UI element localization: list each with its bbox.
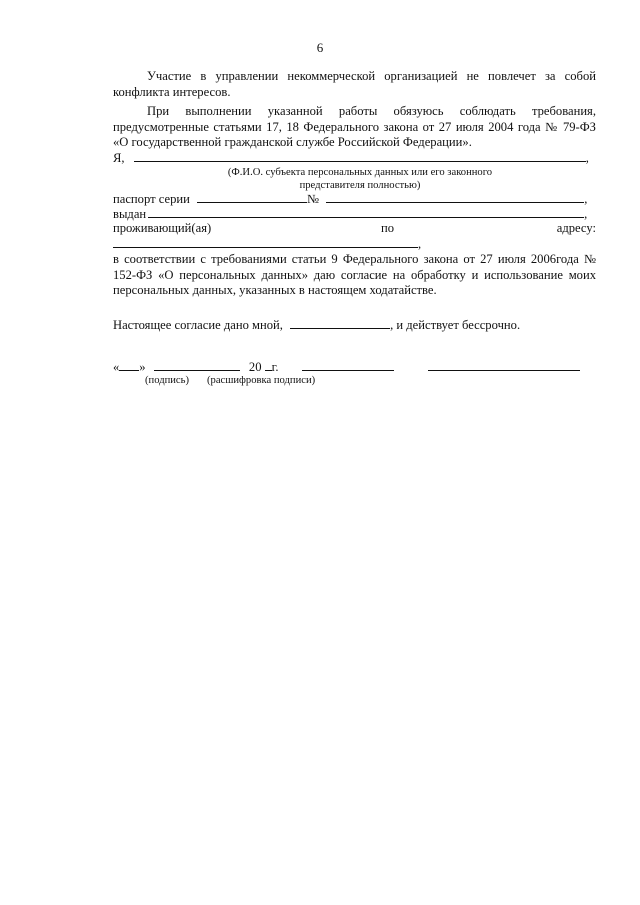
given-line [113,317,520,334]
quote-close: » [139,360,146,374]
page-number: 6 [316,40,324,55]
signature-field-wrap [302,359,394,376]
i-label: Я, [113,151,125,165]
day-field[interactable] [119,359,139,371]
fio-caption-line-2: представителя полностью) [299,180,421,191]
sign-caption: (подпись) [145,375,189,386]
consent-body-section [113,252,596,299]
given-prefix: Настоящее согласие дано мной, [113,318,283,332]
fio-field[interactable] [134,150,586,162]
intro-paragraph-2: При выполнении указанной работы обязуюсь соблюдать требования, предусмотренные статьями 17, 18 Федерального закона от 27 июля 2004 года № 79-ФЗ «О государственной гражданской службе Российской Федерации». [113,104,596,149]
intro-section [113,69,596,151]
address-label: адресу: [556,221,596,235]
given-suffix: , и действует бессрочно. [390,318,521,332]
residing-label: проживающий(ая) [113,221,212,235]
signature-field[interactable] [302,359,394,371]
residence-line [113,221,596,237]
address-field[interactable] [113,236,418,248]
year-suffix: г. [271,360,279,374]
year-field[interactable] [265,359,272,371]
issued-field[interactable] [148,206,584,218]
passport-number-field[interactable] [326,191,584,203]
number-label: № [307,192,320,206]
year-prefix: 20 [248,360,262,374]
issued-line: выдан , [113,207,588,221]
address-line: , [113,236,421,253]
signature-decode-field[interactable] [428,359,580,371]
decode-caption: (расшифровка подписи) [207,375,316,386]
quote-open: « [113,360,120,374]
passport-line: паспорт серии № , [113,192,588,206]
month-field[interactable] [154,359,240,371]
given-date-field[interactable] [290,317,390,329]
passport-series-field[interactable] [197,191,307,203]
signature-decode-field-wrap [428,359,580,376]
consent-body: в соответствии с требованиями статьи 9 Федерального закона от 27 июля 2006года № 152-ФЗ «О персональных данных» даю согласие на обработку и использование моих персональных данных, указанных в настоящем ходатайстве. [113,252,596,297]
fio-caption-line-1: (Ф.И.О. субъекта персональных данных или его законного [227,167,493,178]
fio-caption [200,166,520,192]
issued-label: выдан [113,207,147,221]
passport-label: паспорт серии [113,192,190,206]
fio-line: Я, , [113,151,589,165]
intro-paragraph-1: Участие в управлении некоммерческой организацией не повлечет за собой конфликта интересов. [113,69,596,99]
po-label: по [381,221,395,235]
